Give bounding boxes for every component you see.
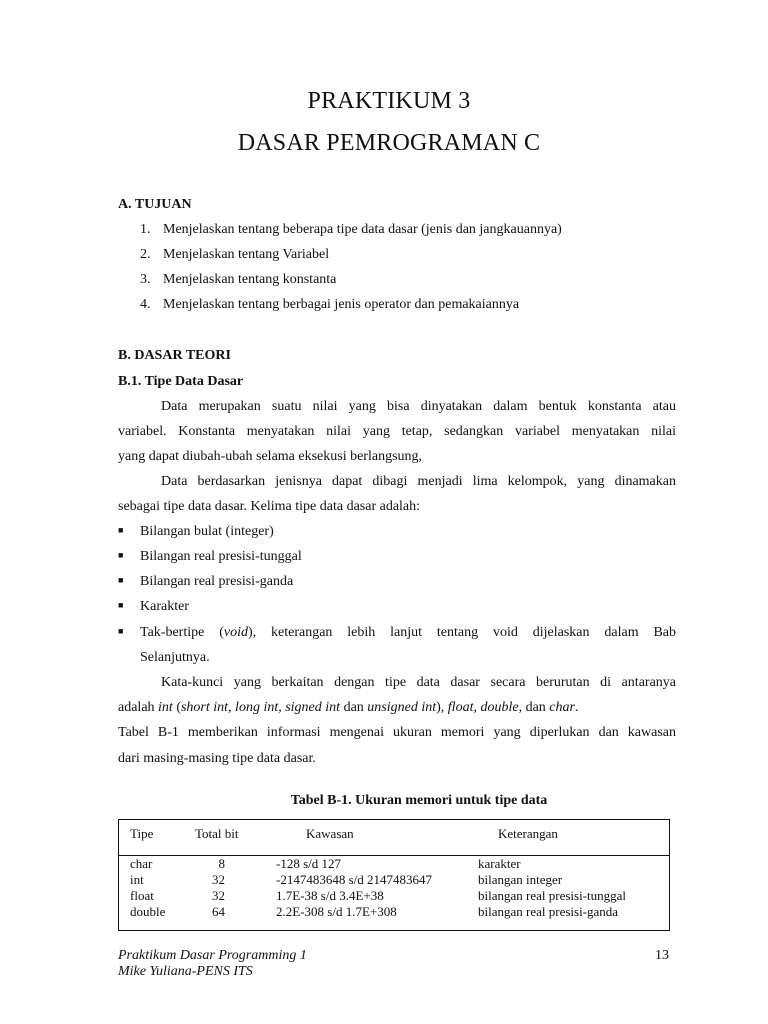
table-cell: 32 [212,888,225,903]
section-b-heading: B. DASAR TEORI [118,348,231,363]
paragraph-line: dari masing-masing tipe data dasar. [118,751,316,766]
bullet-item-text: Tak-bertipe (void), keterangan lebih lanjut tentang void dijelaskan dalam Bab [140,625,677,640]
bullet-item-continuation: Selanjutnya. [140,650,210,665]
table-caption: Tabel B-1. Ukuran memori untuk tipe data [290,793,548,808]
table-cell: -2147483648 s/d 2147483647 [276,872,432,887]
table-cell: char [130,856,153,871]
paragraph-line: Data berdasarkan jenisnya dapat dibagi menjadi lima kelompok, yang dinamakan [161,474,676,489]
bullet-item: ■ [118,626,124,636]
objective-item-4: 4. Menjelaskan tentang berbagai jenis operator dan pemakaiannya [140,297,520,312]
table-header: Kawasan [306,826,354,841]
paragraph-line: variabel. Konstanta menyatakan nilai yang tetap, sedangkan variabel menyatakan nilai [118,424,676,439]
objective-item-3: 3. Menjelaskan tentang konstanta [140,272,337,287]
table-cell: int [130,872,144,887]
objective-item-1: 1. Menjelaskan tentang beberapa tipe data dasar (jenis dan jangkauannya) [140,222,562,237]
bullet-item: ■ Bilangan real presisi-ganda [118,574,294,589]
footer-author: Mike Yuliana-PENS ITS [118,964,253,979]
table-header: Total bit [195,826,239,841]
table-cell: float [130,888,154,903]
table-cell: 1.7E-38 s/d 3.4E+38 [276,888,384,903]
section-a-heading: A. TUJUAN [118,197,192,212]
table-cell: 32 [212,872,225,887]
page-subtitle: DASAR PEMROGRAMAN C [237,130,541,156]
paragraph-line: adalah int (short int, long int, signed int dan unsigned int), float, double, dan char. [118,700,579,715]
objective-item-2: 2. Menjelaskan tentang Variabel [140,247,330,262]
table-cell: bilangan real presisi-ganda [478,904,619,919]
page-number: 13 [655,948,669,963]
table-cell: 2.2E-308 s/d 1.7E+308 [276,904,397,919]
section-b1-heading: B.1. Tipe Data Dasar [118,374,244,389]
bullet-item: ■ Karakter [118,599,189,614]
table-cell: -128 s/d 127 [276,856,341,871]
paragraph-line: yang dapat diubah-ubah selama eksekusi berlangsung, [118,449,423,464]
table-header: Keterangan [498,826,558,841]
table-header: Tipe [130,826,154,841]
table-cell: double [130,904,166,919]
table-cell: bilangan integer [478,872,563,887]
bullet-item: ■ Bilangan real presisi-tunggal [118,549,302,564]
page-title: PRAKTIKUM 3 [307,88,471,114]
paragraph-line: Tabel B-1 memberikan informasi mengenai ukuran memori yang diperlukan dan kawasan [118,725,676,740]
bullet-item: ■ Bilangan bulat (integer) [118,524,274,539]
table-cell: 8 [218,856,225,871]
paragraph-line: sebagai tipe data dasar. Kelima tipe data dasar adalah: [118,499,421,514]
paragraph-line: Data merupakan suatu nilai yang bisa dinyatakan dalam bentuk konstanta atau [161,399,676,414]
table-cell: bilangan real presisi-tunggal [478,888,627,903]
paragraph-line: Kata-kunci yang berkaitan dengan tipe data dasar secara berurutan di antaranya [161,675,676,690]
footer-course: Praktikum Dasar Programming 1 [118,948,307,963]
table-cell: 64 [212,904,225,919]
data-type-table [118,819,670,931]
table-cell: karakter [478,856,521,871]
